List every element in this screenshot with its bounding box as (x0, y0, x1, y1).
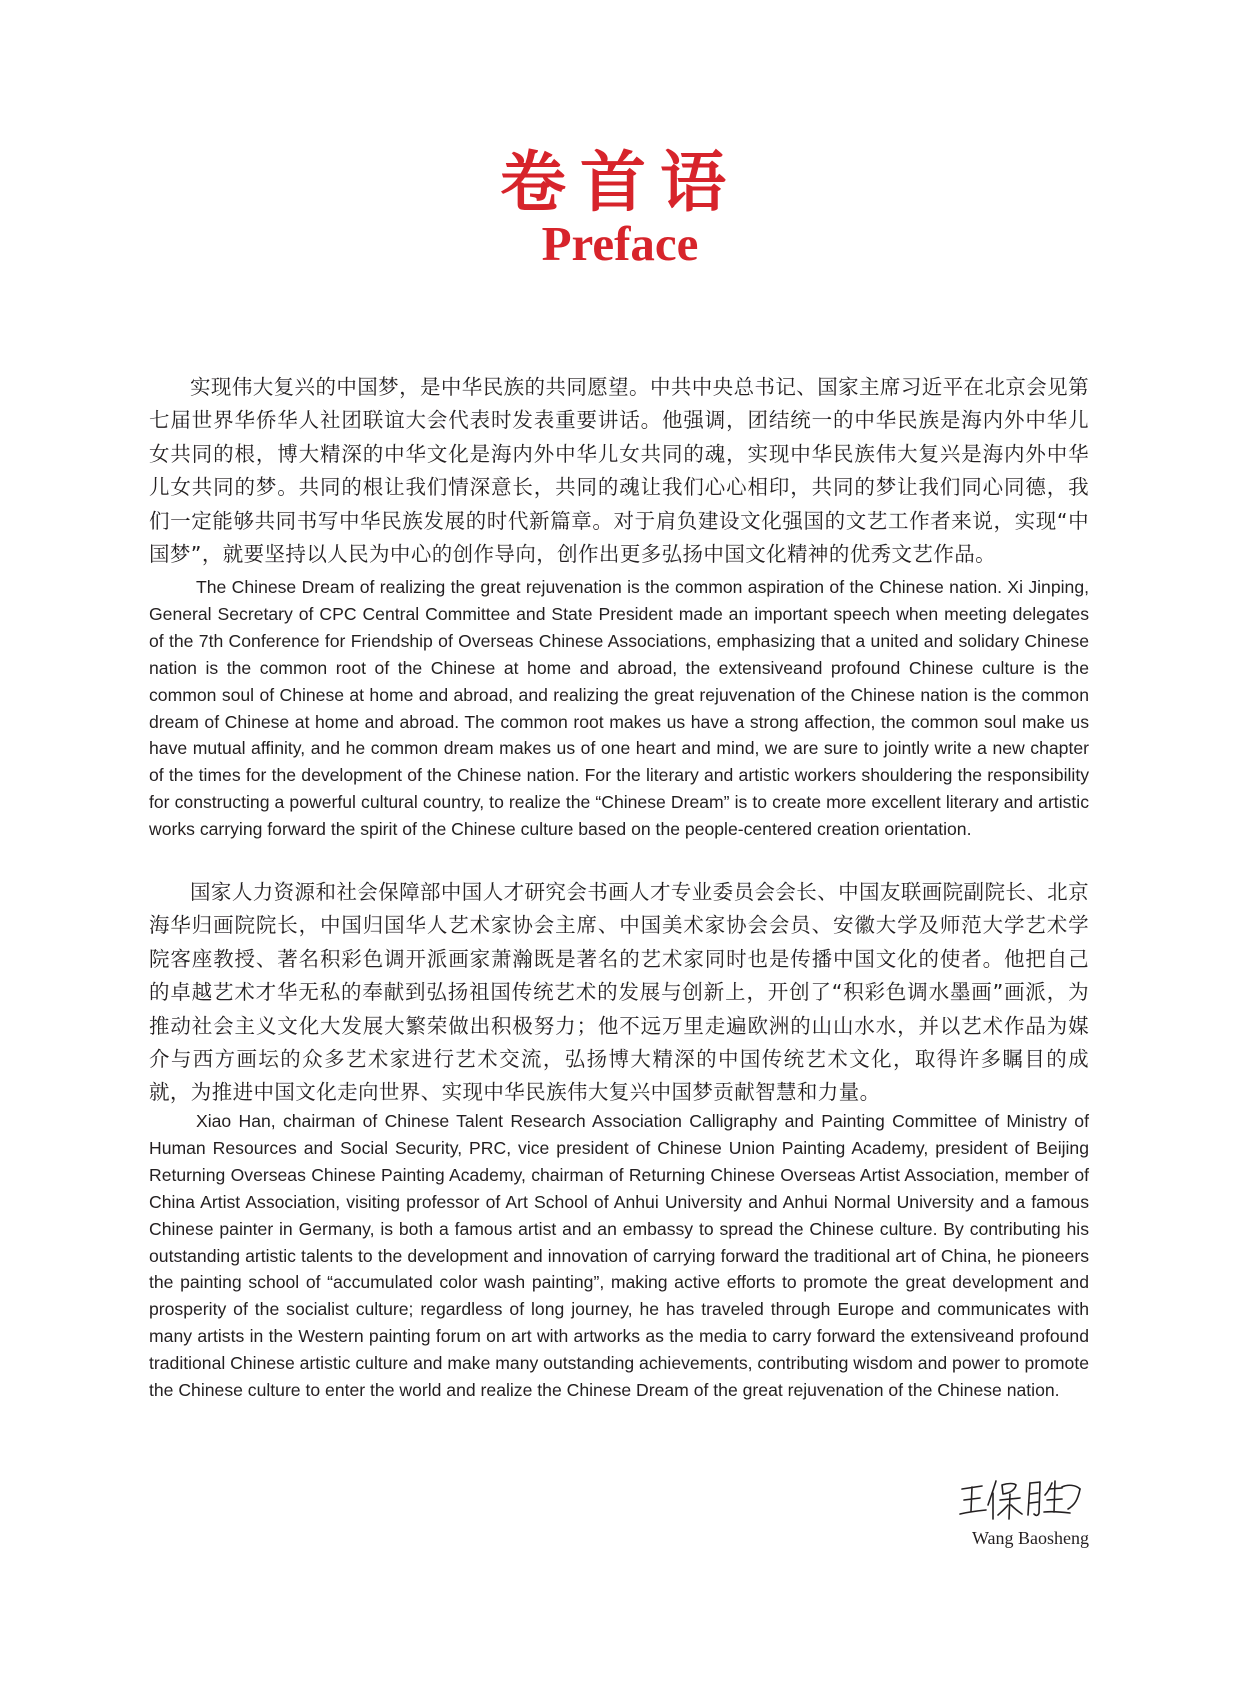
page-title-english: Preface (541, 216, 699, 271)
page-title-chinese: 卷首语 (500, 143, 740, 221)
paragraph-english-1: The Chinese Dream of realizing the great rejuvenation is the common aspiration of the Chinese nation. Xi Jinping, General Secretary of CPC Central Committee and State President made an important speech when meeting delegates of the 7th Conference for Friendship of Overseas Chinese Associations, emphasizing that a united and solidary Chinese nation is the common root of the Chinese at home and abroad, the extensiveand profound Chinese culture is the common soul of Chinese at home and abroad, and realizing the great rejuvenation of the Chinese nation is the common dream of Chinese at home and abroad. The common root makes us have a strong affection, the common soul make us have mutual affinity, and he common dream makes us of one heart and mind, we are sure to jointly write a new chapter of the times for the development of the Chinese nation. For the literary and artistic workers shouldering the responsibility for constructing a powerful cultural country, to realize the “Chinese Dream” is to create more excellent literary and artistic works carrying forward the spirit of the Chinese culture based on the people-centered creation orientation. (149, 577, 1089, 840)
paragraph-english-2: Xiao Han, chairman of Chinese Talent Research Association Calligraphy and Painting Committee of Ministry of Human Resources and Social Security, PRC, vice president of Chinese Union Painting Academy, president of Beijing Returning Overseas Chinese Painting Academy, chairman of Returning Chinese Overseas Artist Association, member of China Artist Association, visiting professor of Art School of Anhui University and Anhui Normal University and a famous Chinese painter in Germany, is both a famous artist and an embassy to spread the Chinese culture. By contributing his outstanding artistic talents to the development and innovation of carrying forward the traditional art of China, he pioneers the painting school of “accumulated color wash painting”, making active efforts to promote the great development and prosperity of the socialist culture; regardless of long journey, he has traveled through Europe and communicates with many artists in the Western painting forum on art with artworks as the media to carry forward the extensiveand profound traditional Chinese artistic culture and make many outstanding achievements, contributing wisdom and power to promote the Chinese culture to enter the world and realize the Chinese Dream of the great rejuvenation of the Chinese nation. (149, 1111, 1089, 1401)
signature-name: Wang Baosheng (971, 1528, 1089, 1548)
handwritten-signature (958, 1475, 1088, 1523)
paragraph-chinese-2: 国家人力资源和社会保障部中国人才研究会书画人才专业委员会会长、中国友联画院副院长、北京海华归画院院长，中国归国华人艺术家协会主席、中国美术家协会会员、安徽大学及师范大学艺术学院客座教授、著名积彩色调开派画家萧瀚既是著名的艺术家同时也是传播中国文化的使者。他把自己的卓越艺术才华无私的奉献到弘扬祖国传统艺术的发展与创新上，开创了“积彩色调水墨画”画派，为推动社会主义文化大发展大繁荣做出积极努力；他不远万里走遍欧洲的山山水水，并以艺术作品为媒介与西方画坛的众多艺术家进行艺术交流，弘扬博大精深的中国传统艺术文化，取得许多瞩目的成就，为推进中国文化走向世界、实现中华民族伟大复兴中国梦贡献智慧和力量。 (149, 880, 1089, 1105)
paragraph-chinese-1: 实现伟大复兴的中国梦，是中华民族的共同愿望。中共中央总书记、国家主席习近平在北京会见第七届世界华侨华人社团联谊大会代表时发表重要讲话。他强调，团结统一的中华民族是海内外中华儿女共同的根，博大精深的中华文化是海内外中华儿女共同的魂，实现中华民族伟大复兴是海内外中华儿女共同的梦。共同的根让我们情深意长，共同的魂让我们心心相印，共同的梦让我们同心同德，我们一定能够共同书写中华民族发展的时代新篇章。对于肩负建设文化强国的文艺工作者来说，实现“中国梦”，就要坚持以人民为中心的创作导向，创作出更多弘扬中国文化精神的优秀文艺作品。 (149, 375, 1089, 567)
